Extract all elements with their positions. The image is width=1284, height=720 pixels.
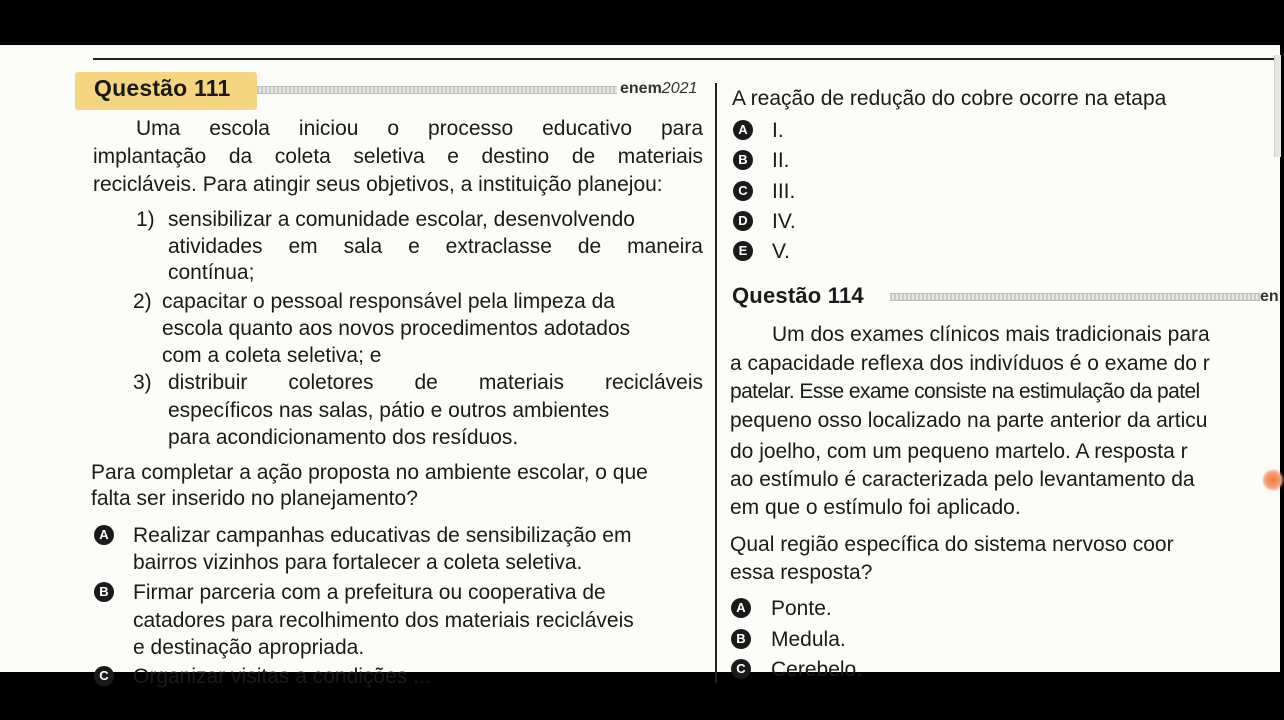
page-edge [1274,55,1281,157]
intro-line: recicláveis. Para atingir seus objetivos, a instituição planejou: [93,173,663,196]
item-line: escola quanto aos novos procedimentos adotados [162,317,631,340]
question-line: Para completar a ação proposta no ambiente escolar, o que [91,461,648,484]
option-b-text[interactable]: Medula. [771,628,846,651]
prev-option-d-text[interactable]: IV. [772,210,796,233]
prev-option-a-text[interactable]: I. [772,119,784,142]
question-111-header [75,72,705,104]
item-line: com a coleta seletiva; e [162,344,382,367]
prev-option-c-text[interactable]: III. [772,180,796,203]
text-line: em que o estímulo foi aplicado. [730,496,1021,519]
option-b-badge[interactable]: B [94,582,114,602]
option-a-text[interactable]: Ponte. [771,597,832,620]
item-line: capacitar o pessoal responsável pela limpeza da [162,290,615,313]
prev-option-a-badge[interactable]: A [733,120,753,140]
item-line: atividades em sala e extraclasse de maneira [168,235,703,258]
exam-label: en [1260,288,1279,305]
question-title: Questão 111 [94,75,231,101]
option-c-text[interactable]: Organizar visitas a condições ... [133,665,431,688]
question-114-header [732,281,1280,313]
text-line: patelar. Esse exame consiste na estimulação da patel [730,380,1200,403]
question-line: falta ser inserido no planejamento? [91,487,418,510]
prev-option-e-badge[interactable]: E [733,241,753,261]
exam-name: enem [620,80,662,97]
item-number: 2) [133,290,152,313]
exam-label [620,80,697,98]
option-c-badge[interactable]: C [94,666,114,686]
top-rule [93,58,1280,60]
item-line: distribuir coletores de materiais recicláveis [168,371,703,394]
option-a-text[interactable]: bairros vizinhos para fortalecer a coleta seletiva. [133,551,583,574]
question-line: Qual região específica do sistema nervoso coor [730,533,1174,556]
prev-option-b-badge[interactable]: B [733,150,753,170]
intro-line: Uma escola iniciou o processo educativo para [136,117,703,140]
item-line: específicos nas salas, pátio e outros ambientes [168,399,610,422]
prev-option-d-badge[interactable]: D [733,211,753,231]
text-line: ao estímulo é caracterizada pelo levantamento da [730,468,1195,491]
header-line [890,293,1260,301]
intro-line: implantação da coleta seletiva e destino de materiais [93,145,703,168]
text-line: Um dos exames clínicos mais tradicionais para [772,323,1210,346]
exam-page [0,45,1280,688]
prev-option-e-text[interactable]: V. [772,240,790,263]
item-line: contínua; [168,261,255,284]
item-number: 1) [136,208,155,231]
option-c-text[interactable]: Cerebelo. [771,658,863,681]
text-line: do joelho, com um pequeno martelo. A resposta r [730,440,1188,463]
text-line: pequeno osso localizado na parte anterior da articu [730,409,1208,432]
option-b-badge[interactable]: B [731,629,751,649]
column-divider [715,83,717,683]
item-line: sensibilizar a comunidade escolar, desenvolvendo [168,208,635,231]
option-b-text[interactable]: e destinação apropriada. [133,636,365,659]
option-b-text[interactable]: catadores para recolhimento dos materiais recicláveis [133,609,634,632]
option-a-badge[interactable]: A [94,525,114,545]
question-title: Questão 114 [732,283,864,308]
option-b-text[interactable]: Firmar parceria com a prefeitura ou cooperativa de [133,581,606,604]
prev-option-b-text[interactable]: II. [772,149,790,172]
exam-year: 2021 [661,80,698,97]
header-line [257,86,617,94]
text-line: a capacidade reflexa dos indivíduos é o exame do r [730,352,1210,375]
prev-option-c-badge[interactable]: C [733,181,753,201]
item-line: para acondicionamento dos resíduos. [168,426,519,449]
option-c-badge[interactable]: C [731,659,751,679]
question-line: essa resposta? [730,561,873,584]
option-a-badge[interactable]: A [731,598,751,618]
prev-question-text: A reação de redução do cobre ocorre na etapa [732,87,1167,110]
option-a-text[interactable]: Realizar campanhas educativas de sensibilização em [133,524,632,547]
item-number: 3) [133,371,152,394]
cursor-dot [1262,469,1284,491]
